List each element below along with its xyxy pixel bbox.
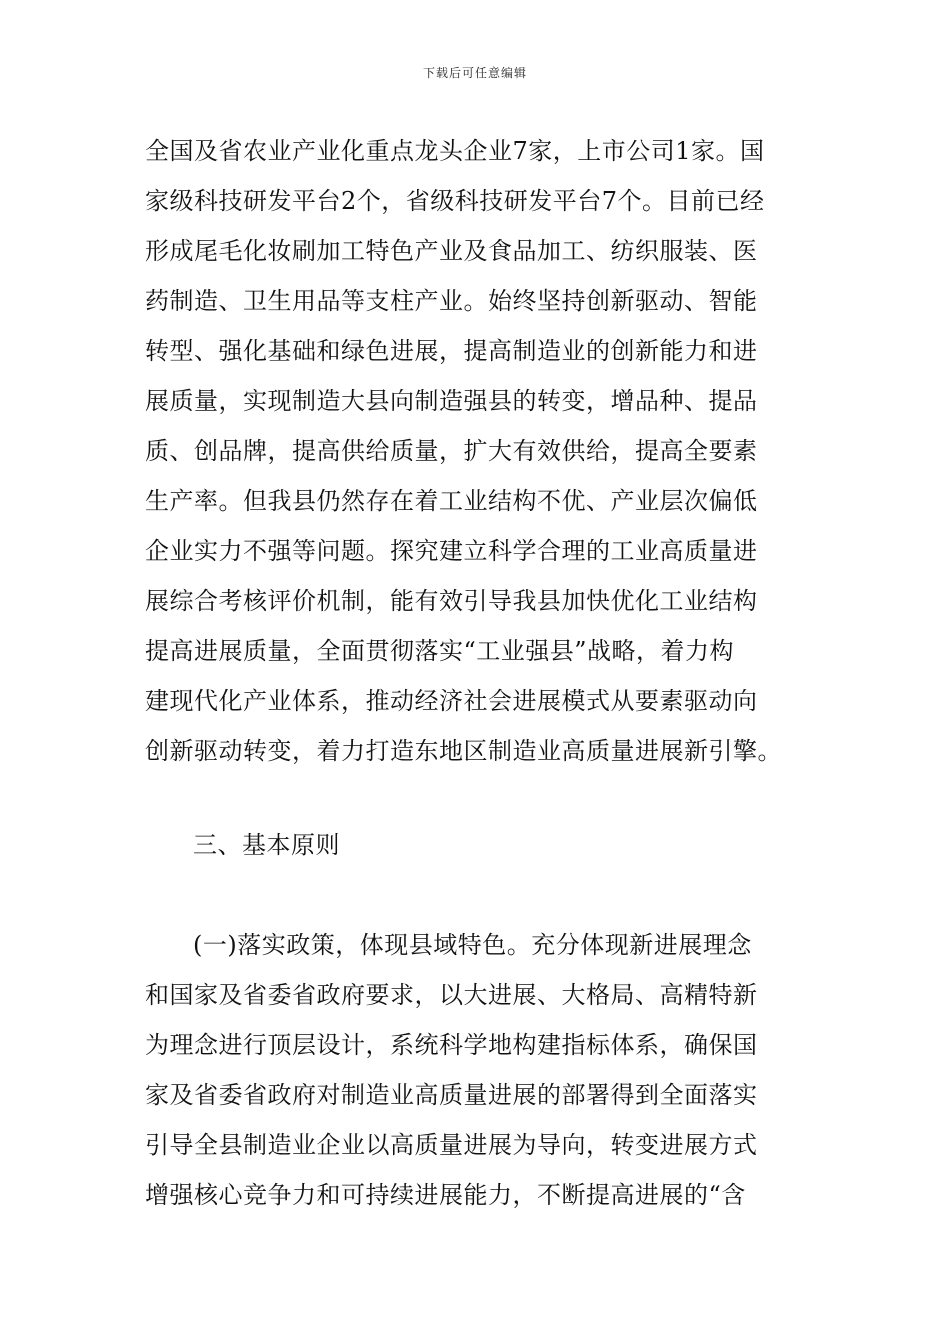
text-line: 全国及省农业产业化重点龙头企业7家，上市公司1家。国 xyxy=(145,137,765,165)
text-line: 增强核心竞争力和可持续进展能力，不断提高进展的“含 xyxy=(145,1181,746,1209)
text-line: 建现代化产业体系，推动经济社会进展模式从要素驱动向 xyxy=(145,687,758,715)
text-line: 展质量，实现制造大县向制造强县的转变，增品种、提品 xyxy=(145,387,758,415)
text-line: 药制造、卫生用品等支柱产业。始终坚持创新驱动、智能 xyxy=(145,287,758,315)
page-header: 下载后可任意编辑 xyxy=(422,66,527,80)
text-line: 生产率。但我县仍然存在着工业结构不优、产业层次偏低 xyxy=(145,487,758,515)
text-line: 家级科技研发平台2个，省级科技研发平台7个。目前已经 xyxy=(145,187,765,215)
text-line: 转型、强化基础和绿色进展，提高制造业的创新能力和进 xyxy=(145,337,758,365)
text-line: 和国家及省委省政府要求，以大进展、大格局、高精特新 xyxy=(145,981,758,1009)
text-line: 形成尾毛化妆刷加工特色产业及食品加工、纺织服装、医 xyxy=(145,237,758,265)
text-line: 企业实力不强等问题。探究建立科学合理的工业高质量进 xyxy=(145,537,758,565)
text-line: 提高进展质量，全面贯彻落实“工业强县”战略，着力构 xyxy=(145,637,735,665)
text-line: 创新驱动转变，着力打造东地区制造业高质量进展新引擎。 xyxy=(145,737,782,765)
text-line: 展综合考核评价机制，能有效引导我县加快优化工业结构 xyxy=(145,587,758,615)
paragraph-2 xyxy=(145,920,815,1220)
paragraph-1 xyxy=(145,126,815,776)
section-heading xyxy=(193,820,863,870)
text-line: 为理念进行顶层设计，系统科学地构建指标体系，确保国 xyxy=(145,1031,758,1059)
text-line: (一)落实政策，体现县域特色。充分体现新进展理念 xyxy=(193,931,752,959)
section-heading-text: 三、基本原则 xyxy=(193,831,340,859)
text-line: 家及省委省政府对制造业高质量进展的部署得到全面落实 xyxy=(145,1081,758,1109)
text-line: 质、创品牌，提高供给质量，扩大有效供给，提高全要素 xyxy=(145,437,758,465)
text-line: 引导全县制造业企业以高质量进展为导向，转变进展方式 xyxy=(145,1131,758,1159)
